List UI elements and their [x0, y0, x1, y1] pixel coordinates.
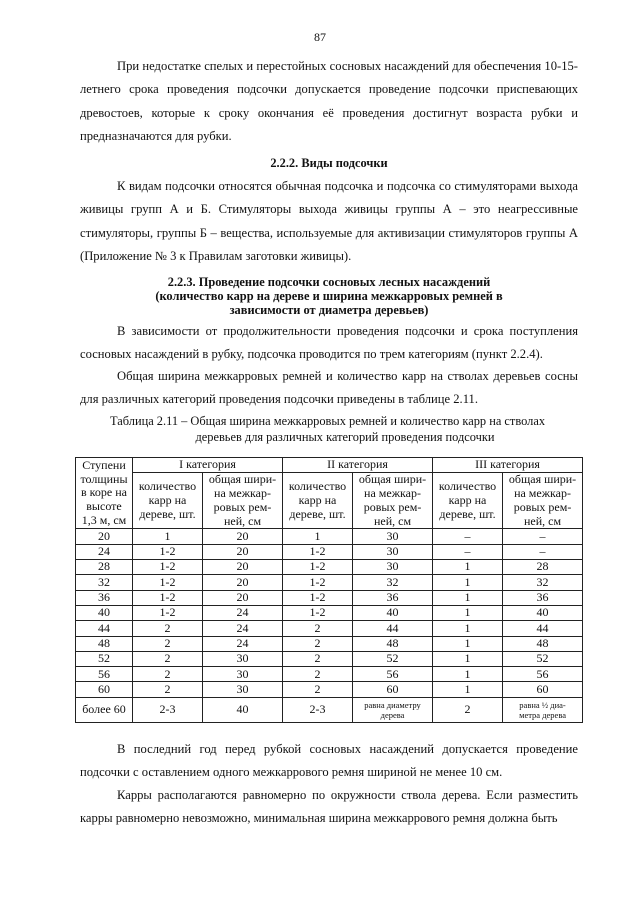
table-cell: 20 — [203, 575, 283, 590]
table-cell: 1-2 — [133, 560, 203, 575]
table-cell: – — [503, 544, 583, 559]
table-cell: 52 — [503, 651, 583, 666]
table-row — [76, 590, 583, 605]
table-row — [76, 651, 583, 666]
table-cell: 56 — [353, 667, 433, 682]
caption-line: Таблица 2.11 – Общая ширина межкарровых ремней и количество карр на стволах — [110, 414, 546, 428]
table-cell: 56 — [76, 667, 133, 682]
table-cell: 30 — [353, 560, 433, 575]
table-cell: 20 — [203, 590, 283, 605]
section-title-line: 2.2.3. Проведение подсочки сосновых лесных насаждений — [167, 275, 491, 289]
header-category-3: III категория — [433, 458, 583, 473]
table-row — [76, 667, 583, 682]
table-row — [76, 575, 583, 590]
table-cell: 48 — [76, 636, 133, 651]
table-cell: 32 — [353, 575, 433, 590]
table-cell: 30 — [203, 667, 283, 682]
table-row — [76, 682, 583, 697]
table-cell: равна диаметру дерева — [353, 697, 433, 722]
table-cell: 1-2 — [283, 590, 353, 605]
table-caption — [110, 413, 580, 445]
caption-line: деревьев для различных категорий проведения подсочки — [195, 430, 495, 444]
table-cell: 1 — [283, 529, 353, 544]
table-cell: 30 — [353, 544, 433, 559]
table-row — [76, 560, 583, 575]
table-cell: 1 — [433, 590, 503, 605]
table-cell: – — [433, 544, 503, 559]
header-count: количество карр на дереве, шт. — [133, 473, 203, 529]
table-cell: 60 — [76, 682, 133, 697]
table-cell: 2 — [283, 636, 353, 651]
table-cell: 1 — [433, 621, 503, 636]
section-title-line: зависимости от диаметра деревьев) — [229, 303, 429, 317]
table-cell: 2 — [283, 621, 353, 636]
table-cell: 52 — [353, 651, 433, 666]
table-cell: 30 — [203, 651, 283, 666]
table-cell: 1-2 — [283, 544, 353, 559]
table-cell: 52 — [76, 651, 133, 666]
table-cell: 28 — [76, 560, 133, 575]
table-cell: 2 — [283, 682, 353, 697]
table-cell: 2 — [133, 651, 203, 666]
table-cell: 1 — [433, 605, 503, 620]
table-cell: 1-2 — [133, 544, 203, 559]
table-cell: 2 — [133, 621, 203, 636]
table-cell: 1-2 — [283, 560, 353, 575]
header-step: Ступени толщины в коре на высоте 1,3 м, см — [76, 458, 133, 529]
table-cell: 2 — [133, 636, 203, 651]
table-cell: 1-2 — [133, 575, 203, 590]
page-number: 87 — [314, 30, 326, 44]
table-cell: 24 — [203, 636, 283, 651]
table-cell: 2-3 — [283, 697, 353, 722]
table-cell: 30 — [353, 529, 433, 544]
table-cell: 1 — [433, 636, 503, 651]
table-cell: 2 — [433, 697, 503, 722]
table-cell: 36 — [353, 590, 433, 605]
paragraph-4: Общая ширина межкарровых ремней и количество карр на стволах деревьев сосны для различных категорий проведения подсочки приведены в таблице 2.11. — [80, 369, 578, 407]
table-cell: 60 — [353, 682, 433, 697]
table-cell: 20 — [76, 529, 133, 544]
table-cell: 40 — [203, 697, 283, 722]
paragraph-3: В зависимости от продолжительности проведения подсочки и срока поступления сосновых насаждений в рубку, подсочка проводится по трем категориям (пункт 2.2.4). — [80, 324, 578, 362]
paragraph-1: При недостатке спелых и перестойных сосновых насаждений для обеспечения 10-15-летнего срока проведения подсочки допускается проведение подсочки приспевающих древостоев, которые к сроку окончания её проведения достигнут возраста рубки и предназначаются для рубки. — [80, 59, 578, 144]
table-cell: 2-3 — [133, 697, 203, 722]
table-cell: 30 — [203, 682, 283, 697]
paragraph-6: Карры располагаются равномерно по окружности ствола дерева. Если разместить карры равномерно невозможно, минимальная ширина межкаррового ремня должна быть — [80, 788, 578, 826]
table-cell: 36 — [503, 590, 583, 605]
header-category-1: I категория — [133, 458, 283, 473]
header-count: количество карр на дереве, шт. — [283, 473, 353, 529]
table-cell: 1-2 — [133, 590, 203, 605]
table-cell: 24 — [203, 605, 283, 620]
table-cell: – — [433, 529, 503, 544]
table-cell: 48 — [353, 636, 433, 651]
table-cell: 1-2 — [133, 605, 203, 620]
table-cell: 1-2 — [283, 605, 353, 620]
table-row — [76, 636, 583, 651]
table-row — [76, 605, 583, 620]
table-row — [76, 544, 583, 559]
table-cell: 32 — [76, 575, 133, 590]
table-cell: 1 — [433, 651, 503, 666]
table-cell: 2 — [133, 667, 203, 682]
table-cell: 44 — [76, 621, 133, 636]
table-cell: 1 — [433, 575, 503, 590]
table-cell: 2 — [133, 682, 203, 697]
table-cell: 44 — [503, 621, 583, 636]
table-cell: 60 — [503, 682, 583, 697]
table-row — [76, 529, 583, 544]
table-row — [76, 697, 583, 722]
table-cell: 32 — [503, 575, 583, 590]
header-width: общая шири- на межкар- ровых рем- ней, см — [353, 473, 433, 529]
table-cell: 1 — [433, 667, 503, 682]
header-width: общая шири- на межкар- ровых рем- ней, см — [503, 473, 583, 529]
header-width: общая шири- на межкар- ровых рем- ней, см — [203, 473, 283, 529]
table-cell: 40 — [76, 605, 133, 620]
table-cell: 56 — [503, 667, 583, 682]
table-cell: 40 — [503, 605, 583, 620]
table-cell: 36 — [76, 590, 133, 605]
table-cell: 2 — [283, 667, 353, 682]
table-row — [76, 621, 583, 636]
table-body — [76, 529, 583, 697]
section-2-2-2-title: 2.2.2. Виды подсочки — [270, 156, 388, 170]
section-title-line: (количество карр на дереве и ширина межкарровых ремней в — [155, 289, 503, 303]
table-cell: 1-2 — [283, 575, 353, 590]
table-cell: 20 — [203, 529, 283, 544]
paragraph-2: К видам подсочки относятся обычная подсочка и подсочка со стимуляторами выхода живицы групп А и Б. Стимуляторы выхода живицы группы А – это неагрессивные стимуляторы, группы Б – вещества, используемые для активизации стимуляторов группы А (Приложение № 3 к Правилам заготовки живицы). — [80, 179, 578, 264]
header-category-2: II категория — [283, 458, 433, 473]
table-cell: 28 — [503, 560, 583, 575]
table-cell: 1 — [433, 560, 503, 575]
table-cell: – — [503, 529, 583, 544]
table-cell: 1 — [133, 529, 203, 544]
table-cell: 1 — [433, 682, 503, 697]
paragraph-5: В последний год перед рубкой сосновых насаждений допускается проведение подсочки с оставлением одного межкаррового ремня шириной не менее 10 см. — [80, 742, 578, 780]
table-cell: 2 — [283, 651, 353, 666]
table-cell: 40 — [353, 605, 433, 620]
table-cell: 20 — [203, 560, 283, 575]
table-cell: 44 — [353, 621, 433, 636]
table-cell: 48 — [503, 636, 583, 651]
data-table — [75, 457, 583, 723]
header-count: количество карр на дереве, шт. — [433, 473, 503, 529]
table-cell: 20 — [203, 544, 283, 559]
table-cell: более 60 — [76, 697, 133, 722]
table-cell: 24 — [76, 544, 133, 559]
section-2-2-3-title — [80, 275, 578, 317]
table-cell: равна ½ диа- метра дерева — [503, 697, 583, 722]
table-cell: 24 — [203, 621, 283, 636]
